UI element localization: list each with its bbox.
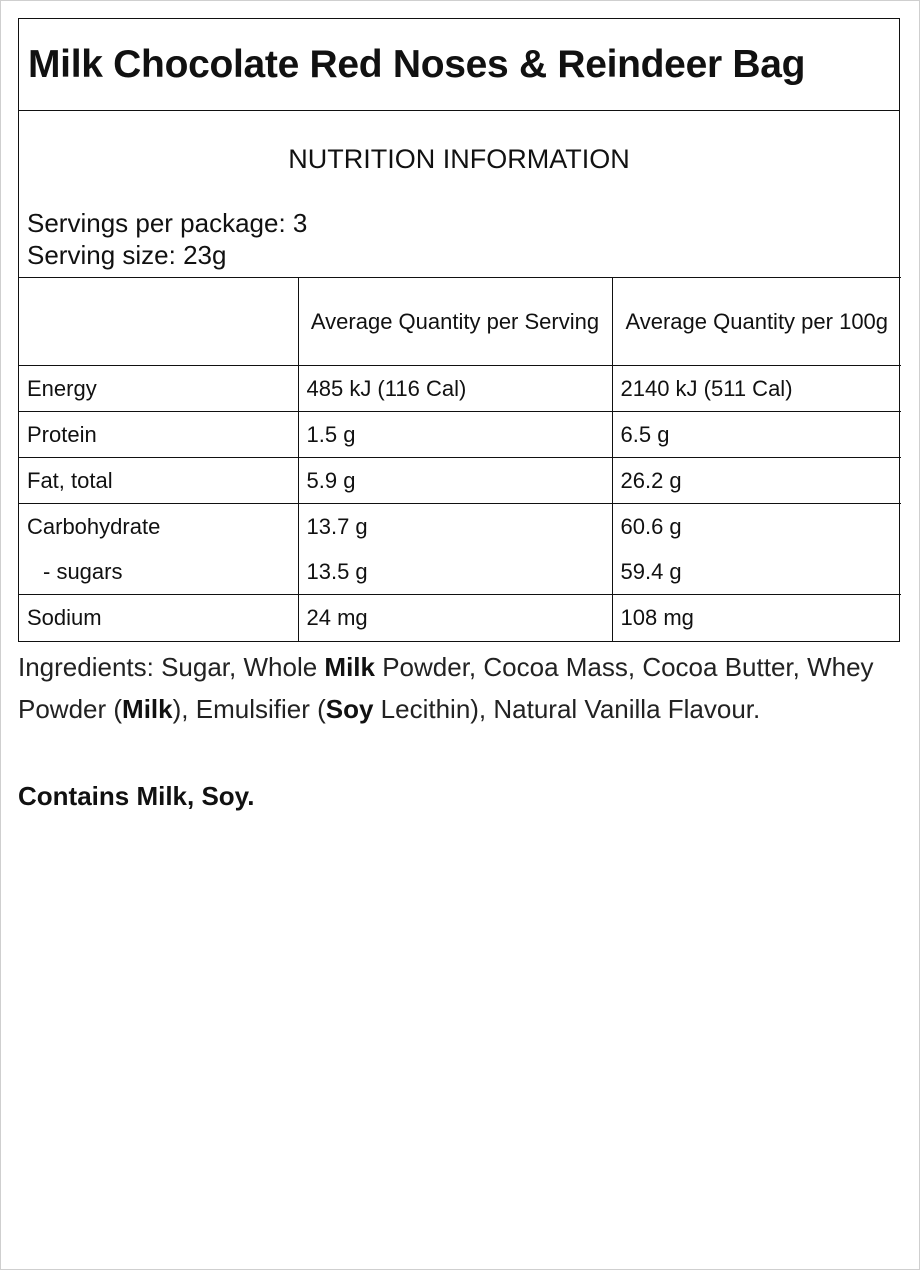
ingredients-part: Powder, Cocoa Mass, Cocoa Butter, Whey Powder ( (18, 652, 874, 724)
per-serving-value: 24 mg (298, 595, 612, 641)
column-header-nutrient (19, 278, 298, 366)
ingredients-text (18, 646, 888, 730)
allergen-highlight: Soy (325, 694, 374, 724)
nutrient-name: Protein (19, 412, 298, 458)
per-100g-value: 108 mg (612, 595, 901, 641)
per-100g-value-sugars: 59.4 g (620, 559, 682, 584)
per-100g-value: 26.2 g (612, 458, 901, 504)
allergen-statement: Contains Milk, Soy. (18, 781, 255, 811)
serving-info (19, 203, 899, 277)
ingredients-part: Ingredients: Sugar, Whole (18, 652, 325, 682)
per-100g-cell (612, 504, 901, 595)
per-serving-cell (298, 504, 612, 595)
per-serving-value: 5.9 g (298, 458, 612, 504)
nutrition-information-box (18, 111, 900, 642)
ingredients-part: ), Emulsifier ( (172, 694, 326, 724)
nutrition-panel (18, 18, 900, 636)
nutrient-name-sugars: - sugars (43, 559, 123, 584)
table-row-fat-total (19, 458, 901, 504)
per-serving-value: 485 kJ (116 Cal) (298, 366, 612, 412)
nutrient-name-cell (19, 504, 298, 595)
serving-size: Serving size: 23g (27, 240, 227, 270)
nutrient-name: Sodium (19, 595, 298, 641)
per-serving-value: 1.5 g (298, 412, 612, 458)
nutrient-name: Carbohydrate (27, 514, 161, 539)
per-100g-value: 2140 kJ (511 Cal) (612, 366, 901, 412)
table-row-energy (19, 366, 901, 412)
per-100g-value: 6.5 g (612, 412, 901, 458)
column-header-per-100g: Average Quantity per 100g (612, 278, 901, 366)
servings-per-package: Servings per package: 3 (27, 208, 308, 238)
nutrition-heading: NUTRITION INFORMATION (288, 144, 630, 174)
table-row-sodium (19, 595, 901, 641)
per-serving-value: 13.7 g (306, 514, 368, 539)
per-serving-value-sugars: 13.5 g (306, 559, 368, 584)
table-row-carbohydrate (19, 504, 901, 595)
nutrient-name: Fat, total (19, 458, 298, 504)
per-100g-value: 60.6 g (620, 514, 682, 539)
ingredients-part: Lecithin), Natural Vanilla Flavour. (373, 694, 761, 724)
allergen-highlight: Milk (122, 694, 173, 724)
table-row-protein (19, 412, 901, 458)
product-title: Milk Chocolate Red Noses & Reindeer Bag (18, 18, 900, 111)
allergen-highlight: Milk (324, 652, 375, 682)
column-header-per-serving: Average Quantity per Serving (298, 278, 612, 366)
table-header-row (19, 278, 901, 366)
nutrient-name: Energy (19, 366, 298, 412)
nutrition-table (19, 277, 901, 641)
